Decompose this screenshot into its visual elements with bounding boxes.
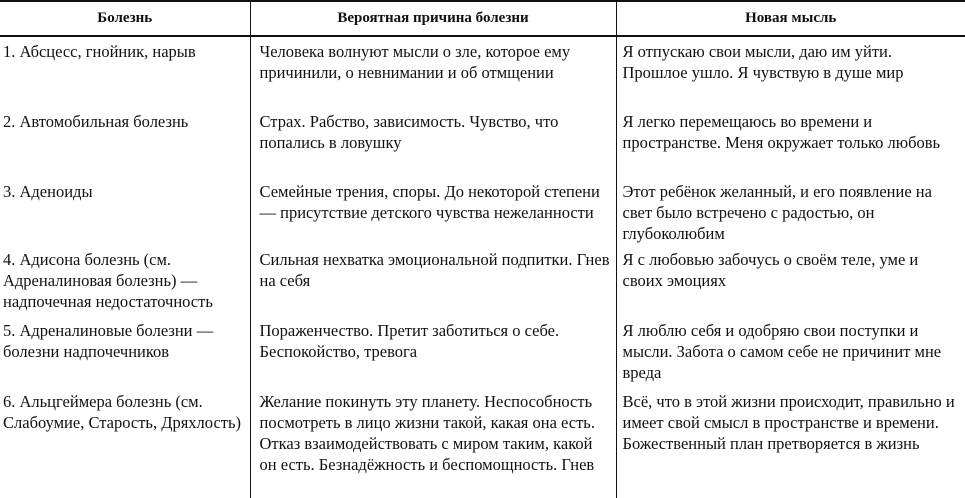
new-thought-cell: Я легко перемещаюсь во времени и пространстве. Меня окружает только любовь — [616, 107, 965, 177]
disease-cell: 5. Адреналиновые болезни — болезни надпочечников — [3, 321, 214, 361]
table-row — [0, 245, 965, 316]
table-row — [0, 387, 965, 498]
cause-cell: Пораженчество. Претит заботиться о себе. Беспокойство, тревога — [250, 316, 616, 387]
cause-cell: Страх. Рабство, зависимость. Чувство, что попались в ловушку — [250, 107, 616, 177]
disease-cell: 4. Адисона болезнь (см. Адреналиновая болезнь) — надпочечная недостаточность — [3, 250, 213, 311]
table-row — [0, 316, 965, 387]
table-row — [0, 107, 965, 177]
new-thought-cell: Этот ребёнок желанный, и его появление на свет было встречено с радостью, он глубоколюбим — [616, 177, 965, 245]
cause-cell: Семейные трения, споры. До некоторой степени — присутствие детского чувства нежеланности — [250, 177, 616, 245]
disease-cell: 2. Автомобильная болезнь — [3, 112, 189, 131]
disease-cell: 6. Альцгеймера болезнь (см. Слабоумие, Старость, Дряхлость) — [3, 392, 241, 432]
disease-cell: 1. Абсцесс, гнойник, нарыв — [3, 42, 196, 61]
cause-cell: Сильная нехватка эмоциональной подпитки. Гнев на себя — [250, 245, 616, 316]
cause-cell: Человека волнуют мысли о зле, которое ему причинили, о невнимании и об отмщении — [250, 36, 616, 107]
new-thought-cell: Я с любовью забочусь о своём теле, уме и своих эмоциях — [616, 245, 965, 316]
new-thought-cell: Всё, что в этой жизни происходит, правильно и имеет свой смысл в пространстве и времени. Божественный план претворяется в жизнь — [616, 387, 965, 498]
cause-cell: Желание покинуть эту планету. Неспособность посмотреть в лицо жизни такой, какая она есть. Отказ взаимодействовать с миром таким, какой он есть. Безнадёжность и беспомощность. Гнев — [250, 387, 616, 498]
new-thought-cell: Я люблю себя и одобряю свои поступки и мысли. Забота о самом себе не причинит мне вреда — [616, 316, 965, 387]
table-row — [0, 177, 965, 245]
header-row — [0, 1, 965, 36]
table-row — [0, 36, 965, 107]
header-disease: Болезнь — [0, 1, 250, 36]
new-thought-cell: Я отпускаю свои мысли, даю им уйти. Прошлое ушло. Я чувствую в душе мир — [616, 36, 965, 107]
header-new-thought: Новая мысль — [616, 1, 965, 36]
header-cause: Вероятная причина болезни — [250, 1, 616, 36]
disease-cell: 3. Аденоиды — [3, 182, 93, 201]
